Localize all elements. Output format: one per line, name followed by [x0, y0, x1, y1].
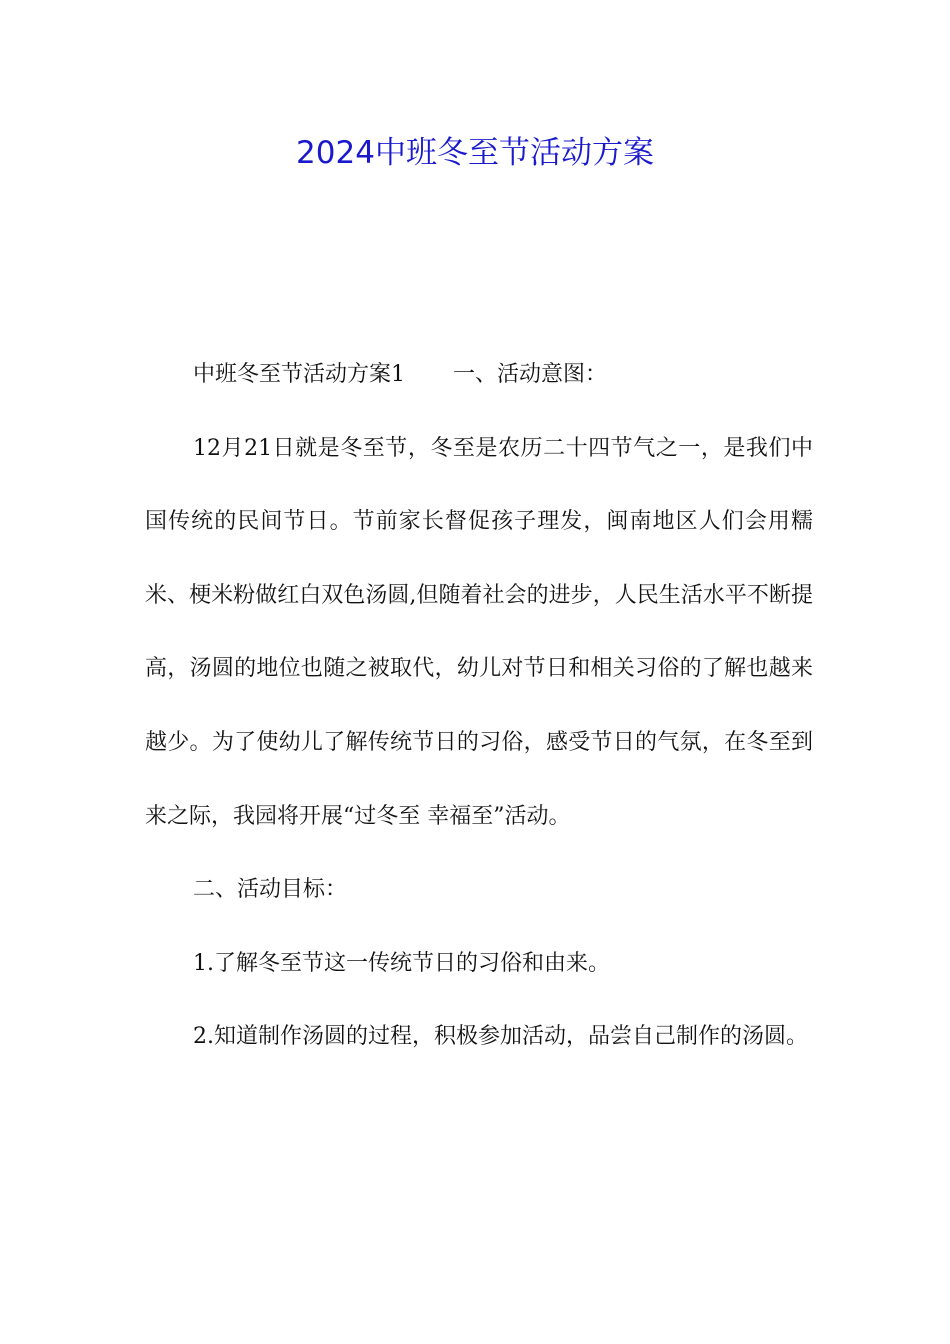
section-lead: 中班冬至节活动方案1	[193, 362, 405, 387]
document-title: 2024中班冬至节活动方案	[296, 135, 654, 171]
document-body	[145, 338, 813, 1074]
paragraph-background: 12月21日就是冬至节，冬至是农历二十四节气之一，是我们中国传统的民间节日。节前家长督促孩子理发，闽南地区人们会用糯米、梗米粉做红白双色汤圆,但随着社会的进步，人民生活水平不断提高，汤圆的地位也随之被取代，幼儿对节日和相关习俗的了解也越来越少。为了使幼儿了解传统节日的习俗，感受节日的气氛，在冬至到来之际，我园将开展“过冬至 幸福至”活动。	[145, 435, 813, 829]
paragraph-goal-2: 2.知道制作汤圆的过程，积极参加活动，品尝自己制作的汤圆。	[193, 1024, 808, 1050]
paragraph-intro	[145, 338, 813, 412]
paragraph-goal-1: 1.了解冬至节这一传统节日的习俗和由来。	[193, 950, 610, 976]
section-heading: 一、活动意图：	[453, 362, 608, 387]
paragraph-goals-heading: 二、活动目标：	[193, 877, 348, 903]
